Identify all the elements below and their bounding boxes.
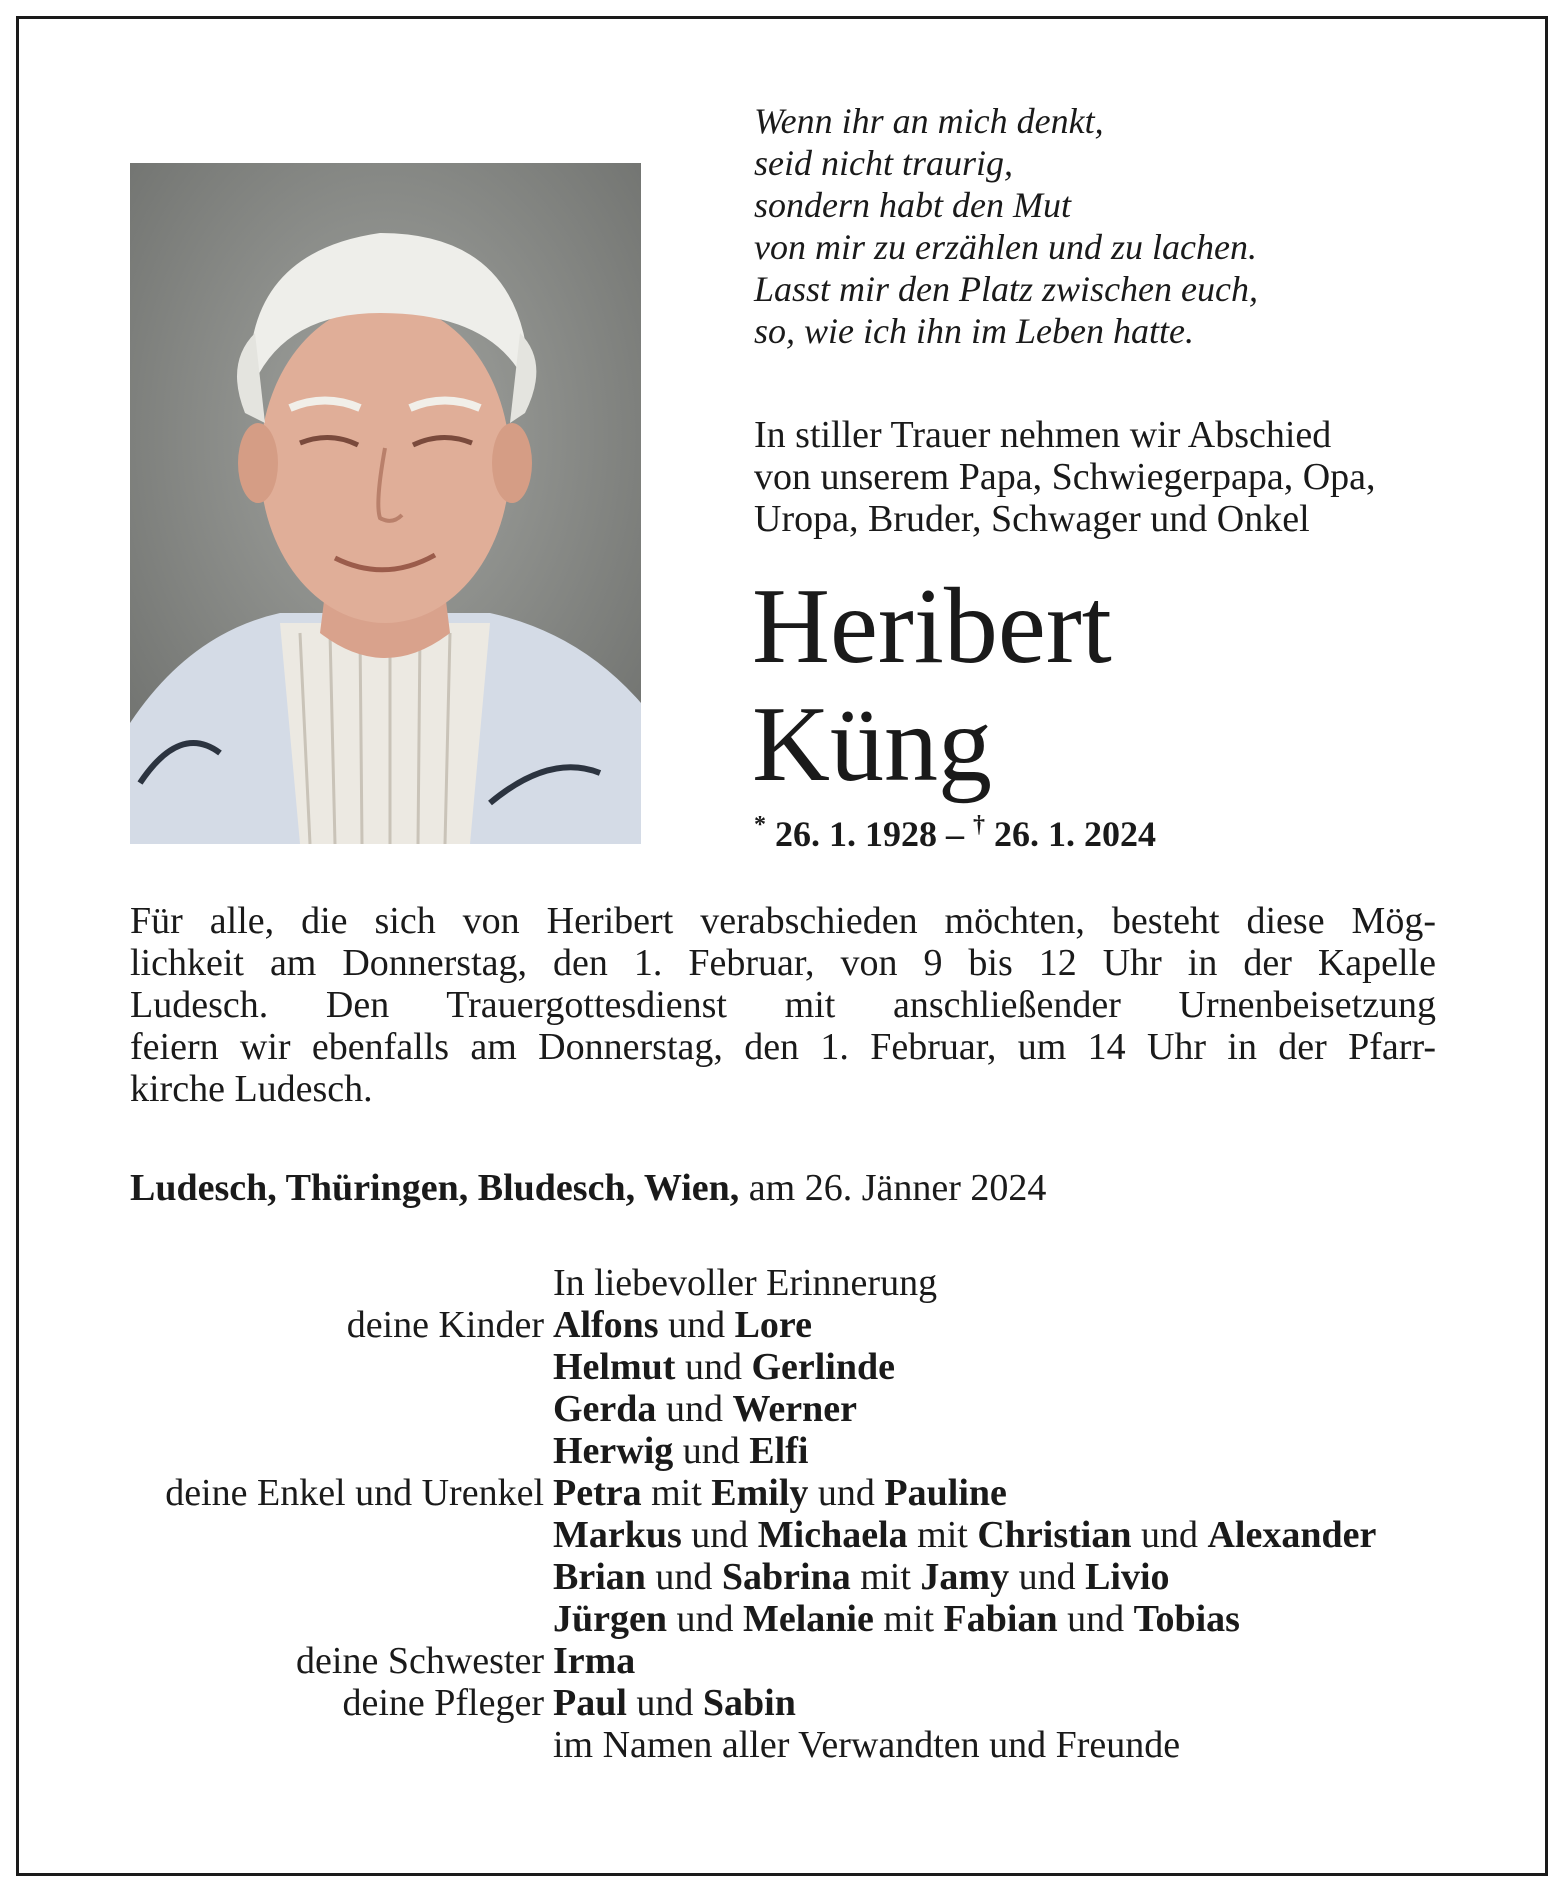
poem-line: sondern habt den Mut [754, 185, 1071, 225]
person-name: Helmut [553, 1346, 676, 1388]
relation-label: deine Pfleger [342, 1682, 544, 1724]
intro-line: von unserem Papa, Schwiegerpapa, Opa, [754, 456, 1376, 498]
poem-line: von mir zu erzählen und zu lachen. [754, 227, 1257, 267]
connector-word: mit [907, 1514, 978, 1556]
person-name: Elfi [749, 1430, 809, 1472]
locations: Ludesch, Thüringen, Bludesch, Wien, [130, 1167, 740, 1209]
mourner-names [553, 1514, 1376, 1556]
connector-word: und [681, 1514, 758, 1556]
connector-word: und [1131, 1514, 1208, 1556]
birth-date: 26. 1. 1928 [775, 814, 937, 854]
connector-word: und [808, 1472, 885, 1514]
mourner-row [0, 1388, 1567, 1430]
death-date: 26. 1. 2024 [994, 814, 1156, 854]
relation-label: deine Schwester [296, 1640, 544, 1682]
mourner-names [553, 1640, 635, 1682]
notice-line: kirche Ludesch. [130, 1068, 373, 1110]
intro-line: In stiller Trauer nehmen wir Abschied [754, 414, 1332, 456]
person-name: Paul [553, 1682, 627, 1724]
person-name: Petra [553, 1472, 642, 1514]
mourners-intro: In liebevoller Erinnerung [553, 1262, 938, 1304]
person-name: Brian [553, 1556, 646, 1598]
connector-word: und [1057, 1598, 1134, 1640]
person-name: Sabin [702, 1682, 796, 1724]
person-name: Fabian [943, 1598, 1058, 1640]
mourner-row [0, 1598, 1567, 1640]
person-name: Alfons [553, 1304, 659, 1346]
person-name: Jürgen [553, 1598, 667, 1640]
portrait-illustration [130, 163, 641, 844]
mourner-names [553, 1472, 1007, 1514]
notice-date: am 26. Jänner 2024 [739, 1167, 1047, 1209]
connector-word: und [658, 1304, 735, 1346]
deceased-name [752, 568, 1112, 804]
notice-line: lichkeit am Donnerstag, den 1. Februar, von 9 bis 12 Uhr in der Kapelle [130, 942, 1436, 984]
connector-word: und [673, 1430, 750, 1472]
first-name: Heribert [752, 567, 1112, 686]
mourner-names [553, 1682, 796, 1724]
person-name: Alexander [1207, 1514, 1377, 1556]
connector-word: und [656, 1388, 733, 1430]
notice-line: Ludesch. Den Trauergottesdienst mit anschließender Urnenbeisetzung [130, 984, 1436, 1026]
person-name: Gerda [553, 1388, 657, 1430]
connector-word: mit [850, 1556, 921, 1598]
person-name: Emily [711, 1472, 809, 1514]
date-dash: – [937, 814, 973, 854]
closing-row [0, 1724, 1567, 1766]
connector-word: mit [641, 1472, 712, 1514]
connector-word: und [675, 1346, 752, 1388]
mourner-row [0, 1682, 1567, 1724]
mourner-names [553, 1556, 1170, 1598]
life-dates [754, 812, 1156, 855]
relation-label: deine Enkel und Urenkel [165, 1472, 544, 1514]
person-name: Tobias [1133, 1598, 1240, 1640]
place-and-date [130, 1166, 1046, 1210]
poem-line: Lasst mir den Platz zwischen euch, [754, 269, 1258, 309]
relation-label: deine Kinder [346, 1304, 544, 1346]
person-name: Michaela [757, 1514, 908, 1556]
person-name: Christian [977, 1514, 1132, 1556]
closing-line: im Namen aller Verwandten und Freunde [553, 1724, 1181, 1766]
mourner-row [0, 1514, 1567, 1556]
person-name: Melanie [743, 1598, 874, 1640]
mourner-row [0, 1472, 1567, 1514]
mourner-row [0, 1556, 1567, 1598]
connector-word: mit [873, 1598, 944, 1640]
mourner-row [0, 1640, 1567, 1682]
mourner-names [553, 1598, 1240, 1640]
mourning-intro [754, 414, 1434, 540]
poem-line: Wenn ihr an mich denkt, [754, 101, 1104, 141]
person-name: Werner [732, 1388, 857, 1430]
death-symbol: † [973, 812, 985, 838]
person-name: Herwig [553, 1430, 674, 1472]
connector-word: und [1009, 1556, 1086, 1598]
mourners-list [0, 1262, 1567, 1766]
mourner-row [0, 1304, 1567, 1346]
person-name: Livio [1085, 1556, 1170, 1598]
person-name: Lore [734, 1304, 812, 1346]
birth-symbol: * [754, 812, 766, 838]
person-name: Pauline [884, 1472, 1007, 1514]
poem [754, 100, 1454, 352]
person-name: Irma [553, 1640, 636, 1682]
person-name: Markus [553, 1514, 682, 1556]
connector-word: und [667, 1598, 743, 1640]
notice-line: Für alle, die sich von Heribert verabschieden möchten, besteht diese Mög- [130, 900, 1436, 942]
mourners-intro-row [0, 1262, 1567, 1304]
last-name: Küng [752, 685, 992, 804]
mourner-row [0, 1346, 1567, 1388]
farewell-notice [130, 900, 1436, 1110]
portrait-photo [130, 163, 641, 844]
mourner-names [553, 1430, 808, 1472]
poem-line: so, wie ich ihn im Leben hatte. [754, 311, 1194, 351]
person-name: Jamy [920, 1556, 1010, 1598]
connector-word: und [626, 1682, 703, 1724]
mourner-names [553, 1304, 812, 1346]
mourner-row [0, 1430, 1567, 1472]
mourner-names [553, 1346, 895, 1388]
connector-word: und [645, 1556, 722, 1598]
person-name: Gerlinde [751, 1346, 895, 1388]
person-name: Sabrina [721, 1556, 851, 1598]
poem-line: seid nicht traurig, [754, 143, 1013, 183]
intro-line: Uropa, Bruder, Schwager und Onkel [754, 498, 1310, 540]
mourner-names [553, 1388, 857, 1430]
notice-line: feiern wir ebenfalls am Donnerstag, den 1. Februar, um 14 Uhr in der Pfarr- [130, 1026, 1436, 1068]
